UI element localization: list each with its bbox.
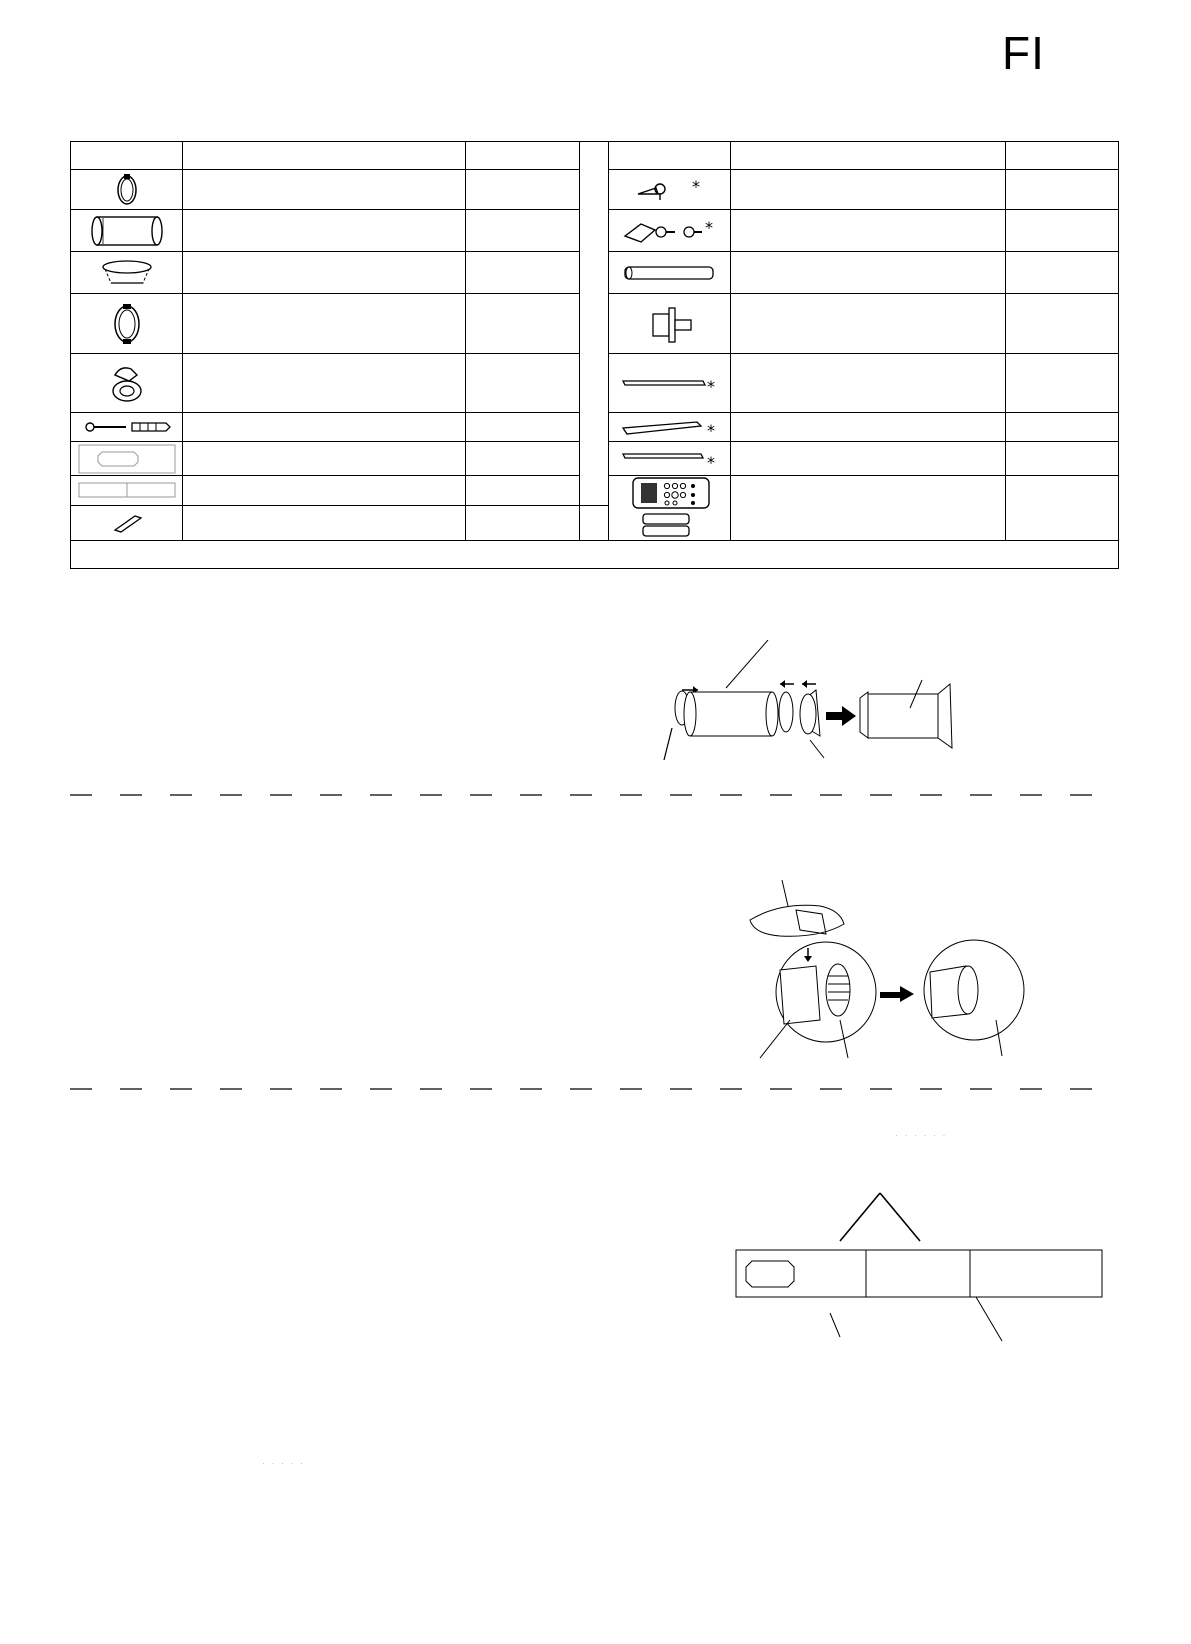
part-name-cell	[183, 354, 466, 413]
part-qty-cell	[1005, 354, 1118, 413]
part-qty-cell	[1005, 442, 1118, 476]
part-qty-cell	[1005, 294, 1118, 354]
asterisk-mark: *	[705, 217, 714, 237]
header-cell-picture-left	[71, 142, 183, 170]
table-divider-gap	[580, 142, 608, 170]
part-name-cell	[183, 476, 466, 506]
foam-seal-icon	[71, 505, 183, 540]
scan-speck: · · · · ·	[262, 1458, 305, 1468]
table-divider-gap	[580, 442, 608, 476]
table-row	[71, 354, 1119, 413]
page-language-code: FI	[1002, 27, 1045, 79]
table-note-row	[71, 541, 1119, 569]
part-name-cell	[183, 252, 466, 294]
table-divider-gap	[580, 476, 608, 506]
bracket-and-screws-icon	[608, 210, 730, 252]
part-name-cell	[730, 170, 1005, 210]
pin-screw-icon	[608, 170, 730, 210]
hose-assembly-figure	[660, 640, 960, 765]
long-foam-strip-icon	[608, 354, 730, 413]
part-qty-cell	[466, 442, 580, 476]
part-qty-cell	[1005, 170, 1118, 210]
part-name-cell	[183, 170, 466, 210]
part-name-cell	[183, 294, 466, 354]
dashed-line-icon	[70, 794, 1120, 796]
table-divider-gap	[580, 170, 608, 210]
table-divider-gap	[580, 252, 608, 294]
drain-connector-icon	[71, 354, 183, 413]
table-header-row	[71, 142, 1119, 170]
table-divider-gap	[580, 354, 608, 413]
asterisk-mark: *	[707, 377, 716, 395]
part-qty-cell	[466, 505, 580, 540]
arrow-right-icon	[880, 986, 914, 1002]
table-row	[71, 413, 1119, 442]
table-divider-gap	[580, 294, 608, 354]
part-qty-cell	[1005, 252, 1118, 294]
header-cell-quantity-left	[466, 142, 580, 170]
window-slider-segment-icon	[71, 476, 183, 506]
header-cell-name-left	[183, 142, 466, 170]
part-name-cell	[730, 210, 1005, 252]
part-name-cell	[730, 252, 1005, 294]
table-divider-gap	[580, 505, 608, 540]
accessories-table	[70, 141, 1119, 569]
short-foam-strip-icon	[608, 442, 730, 476]
part-qty-cell	[466, 294, 580, 354]
arrow-right-icon	[826, 706, 856, 726]
part-name-cell	[730, 294, 1005, 354]
part-qty-cell	[466, 413, 580, 442]
table-divider-gap	[580, 413, 608, 442]
part-qty-cell	[1005, 476, 1118, 541]
drain-tube-icon	[608, 252, 730, 294]
asterisk-mark: *	[707, 421, 716, 438]
part-name-cell	[730, 442, 1005, 476]
part-qty-cell	[466, 210, 580, 252]
table-row	[71, 476, 1119, 506]
part-qty-cell	[466, 476, 580, 506]
part-name-cell	[730, 354, 1005, 413]
scan-speck: · · · · · ·	[895, 1130, 948, 1140]
table-note-cell	[71, 541, 1119, 569]
table-row	[71, 252, 1119, 294]
hose-connection-figure	[740, 880, 1030, 1080]
part-qty-cell	[466, 354, 580, 413]
table-row	[71, 210, 1119, 252]
screw-and-anchor-icon	[71, 413, 183, 442]
part-name-cell	[183, 505, 466, 540]
window-adapter-icon	[71, 252, 183, 294]
part-name-cell	[730, 413, 1005, 442]
table-row	[71, 294, 1119, 354]
table-row	[71, 442, 1119, 476]
asterisk-mark: *	[692, 177, 701, 196]
part-name-cell	[183, 210, 466, 252]
foam-block-icon	[608, 413, 730, 442]
header-cell-name-right	[730, 142, 1005, 170]
part-qty-cell	[466, 252, 580, 294]
header-cell-quantity-right	[1005, 142, 1118, 170]
part-name-cell	[183, 413, 466, 442]
remote-control-and-batteries-icon	[608, 476, 730, 541]
table-divider-gap	[580, 210, 608, 252]
dashed-line-icon	[70, 1088, 1120, 1090]
part-name-cell	[183, 442, 466, 476]
connector-fitting-icon	[608, 294, 730, 354]
part-qty-cell	[1005, 413, 1118, 442]
window-slider-kit-figure	[730, 1185, 1110, 1345]
window-plate-icon	[71, 442, 183, 476]
part-qty-cell	[1005, 210, 1118, 252]
table-row	[71, 170, 1119, 210]
exhaust-hose-icon	[71, 210, 183, 252]
header-cell-picture-right	[608, 142, 730, 170]
part-name-cell	[730, 476, 1005, 541]
hose-adapter-ring-icon	[71, 294, 183, 354]
hose-clamp-icon	[71, 170, 183, 210]
asterisk-mark: *	[707, 452, 716, 470]
part-qty-cell	[466, 170, 580, 210]
